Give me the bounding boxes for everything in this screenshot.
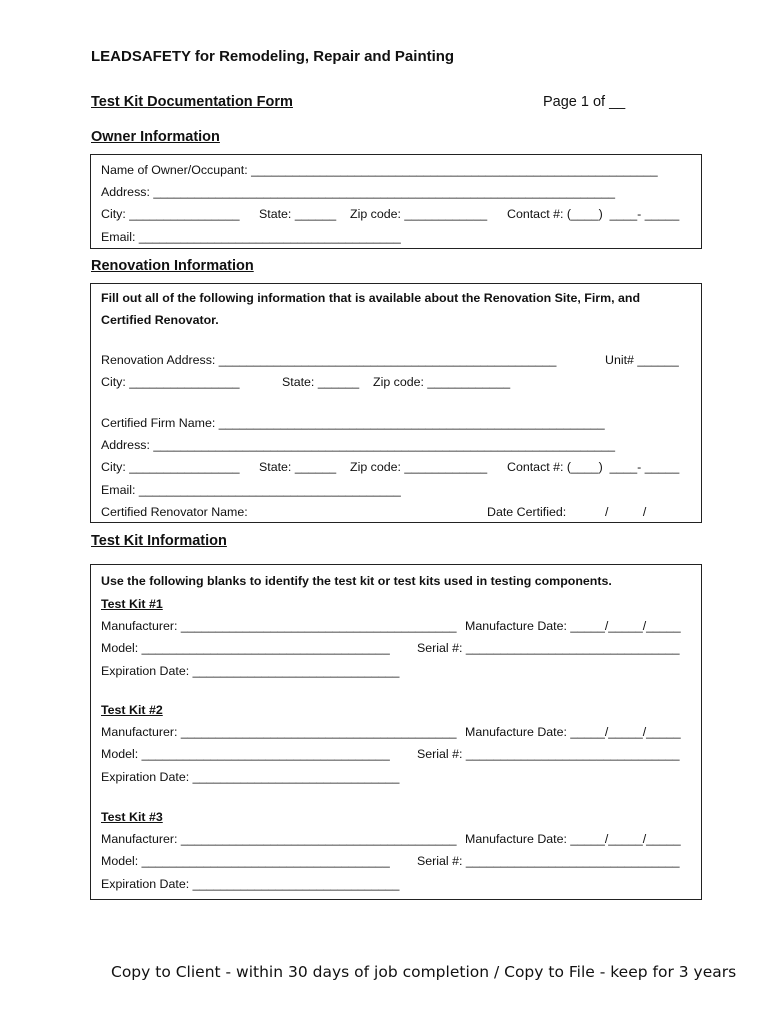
firm-address-field[interactable]: Address: ___________________________________________________________________ xyxy=(101,438,616,452)
test-kit-1-serial-field[interactable]: Serial #: _______________________________ xyxy=(417,641,680,655)
renovation-section-header: Renovation Information xyxy=(91,258,254,274)
test-kit-2-serial-field[interactable]: Serial #: _______________________________ xyxy=(417,747,680,761)
owner-zip-field[interactable]: Zip code: ____________ xyxy=(350,207,488,221)
renovation-intro-line1: Fill out all of the following information that is available about the Renovation Site, Firm, and xyxy=(101,291,641,305)
renovation-city-field[interactable]: City: ________________ xyxy=(101,375,240,389)
test-kit-2-model-field[interactable]: Model: ____________________________________ xyxy=(101,747,390,761)
test-kit-info-box xyxy=(90,564,702,900)
test-kit-1-label: Test Kit #1 xyxy=(101,597,163,611)
owner-name-field[interactable]: Name of Owner/Occupant: ___________________________________________________________ xyxy=(101,163,658,177)
page-number: Page 1 of __ xyxy=(543,94,626,110)
form-title: Test Kit Documentation Form xyxy=(91,94,293,110)
test-kit-2-manufacture-date-field[interactable]: Manufacture Date: _____/_____/_____ xyxy=(465,725,681,739)
test-kit-1-manufacturer-field[interactable]: Manufacturer: ________________________________________ xyxy=(101,619,457,633)
firm-state-field[interactable]: State: ______ xyxy=(259,460,337,474)
owner-contact-field[interactable]: Contact #: (____) ____- _____ xyxy=(507,207,680,221)
firm-contact-field[interactable]: Contact #: (____) ____- _____ xyxy=(507,460,680,474)
firm-email-field[interactable]: Email: ______________________________________ xyxy=(101,483,401,497)
date-certified-label: Date Certified: xyxy=(487,505,567,519)
test-kit-3-manufacture-date-field[interactable]: Manufacture Date: _____/_____/_____ xyxy=(465,832,681,846)
test-kit-3-serial-field[interactable]: Serial #: _______________________________ xyxy=(417,854,680,868)
renovator-name-field[interactable]: Certified Renovator Name: xyxy=(101,505,248,519)
test-kit-section-header: Test Kit Information xyxy=(91,533,227,549)
document-title: LEADSAFETY for Remodeling, Repair and Painting xyxy=(91,48,455,65)
test-kit-1-expiration-field[interactable]: Expiration Date: ______________________________ xyxy=(101,664,400,678)
renovation-state-field[interactable]: State: ______ xyxy=(282,375,360,389)
renovation-zip-field[interactable]: Zip code: ____________ xyxy=(373,375,511,389)
renovation-unit-field[interactable]: Unit# ______ xyxy=(605,353,679,367)
test-kit-2-expiration-field[interactable]: Expiration Date: ______________________________ xyxy=(101,770,400,784)
renovation-info-box xyxy=(90,283,702,523)
owner-section-header: Owner Information xyxy=(91,129,220,145)
test-kit-3-expiration-field[interactable]: Expiration Date: ______________________________ xyxy=(101,877,400,891)
firm-zip-field[interactable]: Zip code: ____________ xyxy=(350,460,488,474)
test-kit-3-model-field[interactable]: Model: ____________________________________ xyxy=(101,854,390,868)
test-kit-intro: Use the following blanks to identify the test kit or test kits used in testing components. xyxy=(101,574,612,588)
date-certified-field[interactable]: / / xyxy=(605,505,647,519)
test-kit-2-manufacturer-field[interactable]: Manufacturer: ________________________________________ xyxy=(101,725,457,739)
owner-city-field[interactable]: City: ________________ xyxy=(101,207,240,221)
footer-note: Copy to Client - within 30 days of job completion / Copy to File - keep for 3 years xyxy=(111,963,737,981)
renovation-address-field[interactable]: Renovation Address: _________________________________________________ xyxy=(101,353,557,367)
test-kit-3-manufacturer-field[interactable]: Manufacturer: ________________________________________ xyxy=(101,832,457,846)
test-kit-1-model-field[interactable]: Model: ____________________________________ xyxy=(101,641,390,655)
test-kit-2-label: Test Kit #2 xyxy=(101,703,163,717)
firm-city-field[interactable]: City: ________________ xyxy=(101,460,240,474)
firm-name-field[interactable]: Certified Firm Name: ________________________________________________________ xyxy=(101,416,605,430)
renovation-intro-line2: Certified Renovator. xyxy=(101,313,219,327)
owner-info-box xyxy=(90,154,702,249)
test-kit-3-label: Test Kit #3 xyxy=(101,810,163,824)
owner-address-field[interactable]: Address: ___________________________________________________________________ xyxy=(101,185,616,199)
test-kit-1-manufacture-date-field[interactable]: Manufacture Date: _____/_____/_____ xyxy=(465,619,681,633)
owner-state-field[interactable]: State: ______ xyxy=(259,207,337,221)
owner-email-field[interactable]: Email: ______________________________________ xyxy=(101,230,401,244)
